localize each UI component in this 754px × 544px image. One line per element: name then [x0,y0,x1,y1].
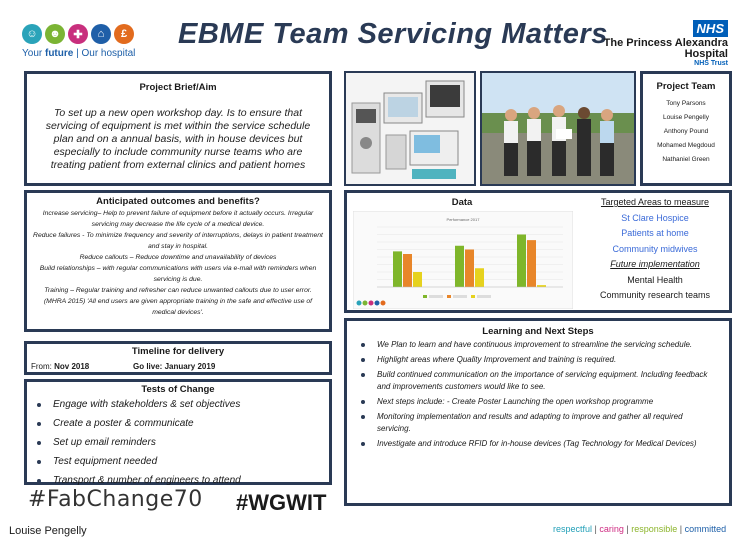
bullet-icon [37,460,41,464]
bullet-icon [361,400,365,404]
outcomes-panel [24,190,332,332]
page-title: EBME Team Servicing Matters [178,18,608,50]
data-panel [344,190,732,313]
team-member: Tony Parsons [666,100,706,107]
timeline-panel [24,341,332,375]
people-icon: ☺ [22,24,42,44]
list-item-text: Investigate and introduce RFID for in-house devices (Tag Technology for Medical Devices) [377,439,697,448]
chart-legend [423,295,491,298]
value-respectful: respectful [553,524,593,534]
learning-title: Learning and Next Steps [482,326,594,337]
team-member: Mohamed Megdoud [657,142,715,149]
fabchange-hashtag: #FabChange70 [28,487,203,512]
outcome-paragraph: Training – Regular training and refresher can reduce unwanted callouts due to user error. (MHRA 2015) 'All end users are given appropriate training in the safe and effective use of medical devices'. [43,287,313,316]
learning-list [347,337,729,450]
target-item: St Clare Hospice [621,212,689,223]
tagline [22,48,135,59]
trust-label: NHS Trust [694,60,728,67]
future-item: Mental Health [627,274,683,285]
separator: | [623,524,632,534]
list-item [37,437,319,448]
tests-title: Tests of Change [141,384,215,395]
trust-values [553,524,726,534]
timeline-dates [27,362,329,371]
list-item-text: Highlight areas where Quality Improvement and training is required. [377,355,617,364]
from-value: Nov 2018 [54,362,90,371]
value-committed: committed [684,524,727,534]
chart-bar [475,268,484,287]
list-item-text: Next steps include: - Create Poster Launching the open workshop programme [377,397,654,406]
list-item [361,339,717,351]
target-item: Community midwives [612,243,698,254]
nhs-branding [604,20,728,67]
chart-bar [527,240,536,287]
list-item [361,438,717,450]
list-item [37,475,319,486]
project-brief-panel [24,71,332,186]
bullet-icon [361,415,365,419]
separator: | [592,524,600,534]
equipment-photo [344,71,476,186]
value-responsible: responsible [631,524,678,534]
chart-bar [455,246,464,287]
golive-value: January 2019 [164,362,216,371]
targets-list [580,197,730,306]
bullet-icon [361,373,365,377]
brief-text: To set up a new open workshop day. Is to ensure that servicing of equipment is met within the service schedule plan and on a annual basis, with in house devices but especially to include community nurse teams who are treating patient from external clinics and patient homes [45,107,311,171]
list-item [37,418,319,429]
value-caring: caring [599,524,624,534]
list-item [361,369,717,393]
tagline-part: | Our hospital [73,48,136,59]
list-item-text: Create a poster & communicate [53,418,194,429]
targets-title: Targeted Areas to measure [600,197,710,207]
list-item-text: Test equipment needed [53,456,158,467]
golive-label: Go live: [133,362,165,371]
list-item-text: Engage with stakeholders & set objectives [53,399,241,410]
group-icon: ☻ [45,24,65,44]
chart-bar [393,251,402,287]
trust-logo-icons [22,24,134,44]
list-item-text: Monitoring implementation and results and adapting to improve and gather all required servicing. [377,412,683,433]
bullet-icon [37,422,41,426]
list-item [361,354,717,366]
tagline-bold: future [44,48,74,59]
bullet-icon [37,441,41,445]
outcomes-title: Anticipated outcomes and benefits? [96,196,260,207]
from-label: From: [31,362,55,371]
list-item-text: Build continued communication on the importance of servicing equipment. Including feedback and improvements customers would like to see. [377,370,708,391]
chart-bar [413,272,422,287]
tests-list [27,395,329,486]
separator: | [677,524,685,534]
team-member: Louise Pengelly [663,114,709,121]
learning-panel [344,318,732,506]
pound-icon: £ [114,24,134,44]
brief-title: Project Brief/Aim [139,82,217,93]
team-illustration [482,73,634,184]
team-member: Anthony Pound [663,128,709,135]
project-team-panel [640,71,732,186]
outcome-paragraph: Reduce failures - To minimize frequency and severity of interruptions, delays in patient treatment and stay in hospital. [33,232,323,250]
target-item: Patients at home [621,228,689,238]
outcome-paragraph: Increase servicing– Help to prevent failure of equipment before it actually occurs. Irregular servicing may decrease the life cycle of a medical device. [42,210,314,228]
data-title: Data [451,197,473,208]
list-item-text: We Plan to learn and have continuous improvement to streamline the servicing schedule. [377,340,693,349]
home-icon: ⌂ [91,24,111,44]
bullet-icon [37,403,41,407]
list-item-text: Transport & number of engineers to attend [53,475,241,486]
list-item [361,411,717,435]
bullet-icon [37,479,41,483]
performance-chart [353,211,573,309]
team-photo [480,71,636,186]
chart-bar [403,254,412,287]
wgwit-hashtag: #WGWIT [236,490,327,515]
outcome-paragraph: Build relationships – with regular communications with users via e-mail with reminders when servicing is due. [39,265,317,283]
bullet-icon [361,358,365,362]
future-title: Future implementation [610,259,700,269]
team-title: Project Team [656,81,716,92]
nhs-logo: NHS [693,20,728,37]
tagline-part: Your [22,48,45,59]
chart-bar [517,235,526,288]
golive [133,362,215,371]
future-item: Community research teams [599,290,711,300]
chart-title: Performance 2017 [446,217,480,222]
outcome-paragraph: Reduce callouts – Reduce downtime and unavailability of devices [79,254,277,261]
list-item [37,456,319,467]
timeline-title: Timeline for delivery [131,346,225,357]
health-icon: ✚ [68,24,88,44]
team-member: Nathaniel Green [662,156,710,163]
trust-name-line-1: The Princess Alexandra [603,37,728,49]
bullet-icon [361,442,365,446]
list-item [361,396,717,408]
author-name: Louise Pengelly [9,525,87,537]
bullet-icon [361,343,365,347]
tests-panel [24,379,332,485]
trust-name-line-2: Hospital [684,48,728,60]
chart-bar [465,250,474,288]
list-item [37,399,319,410]
equipment-illustration [346,73,474,184]
list-item-text: Set up email reminders [53,437,156,448]
